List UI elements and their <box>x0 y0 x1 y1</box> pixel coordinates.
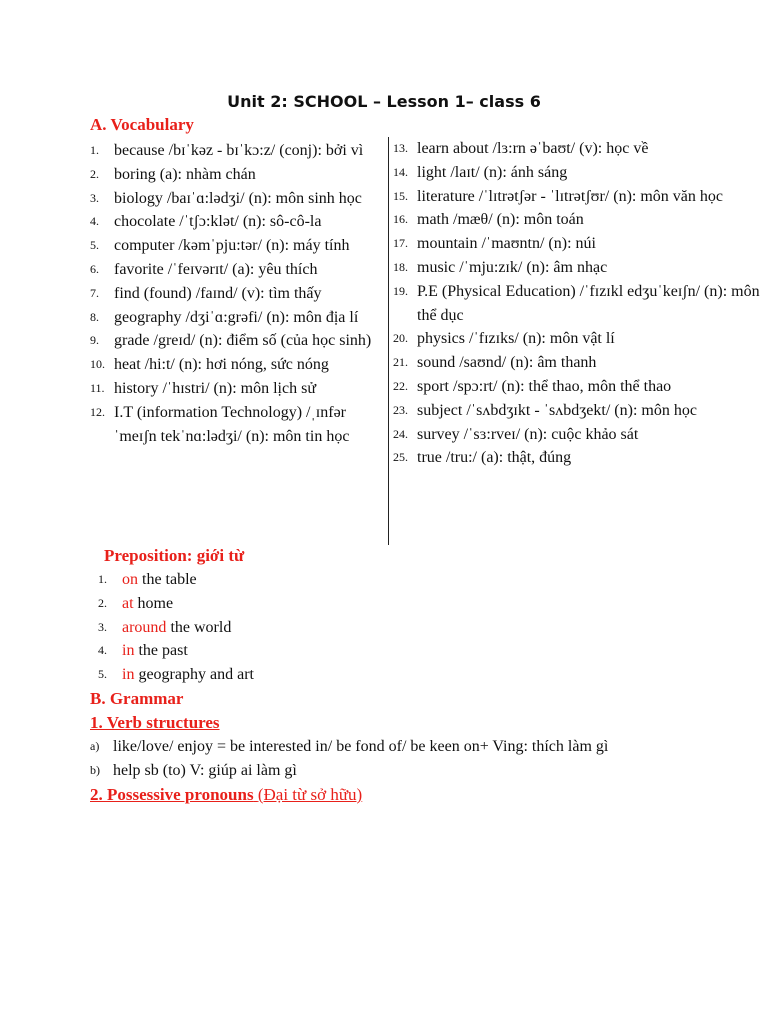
grammar-text: like/love/ enjoy = be interested in/ be fond of/ be keen on+ Ving: thích làm gì <box>113 738 609 755</box>
vocab-number: 6. <box>90 261 99 276</box>
vocab-item <box>393 280 768 328</box>
vocab-text: computer /kəmˈpju:tər/ (n): máy tính <box>114 237 350 255</box>
vocab-item <box>90 306 380 330</box>
vocab-number: 5. <box>90 238 99 253</box>
vocab-number: 16. <box>393 212 408 227</box>
vocabulary-heading: A. Vocabulary <box>90 115 194 134</box>
vocab-item <box>393 351 768 375</box>
vocab-item <box>393 185 768 209</box>
page-title: Unit 2: SCHOOL – Lesson 1– class 6 <box>227 92 541 111</box>
vocab-item <box>90 163 380 187</box>
vocab-item <box>393 327 768 351</box>
vocab-item <box>393 399 768 423</box>
preposition-phrase: the table <box>138 571 197 588</box>
preposition-word: on <box>122 571 138 588</box>
vocab-text: history /ˈhɪstri/ (n): môn lịch sử <box>114 379 316 397</box>
preposition-phrase: home <box>133 594 174 612</box>
vocab-text: favorite /ˈfeɪvərɪt/ (a): yêu thích <box>114 260 318 278</box>
preposition-list <box>98 568 498 687</box>
verb-structures-heading: 1. Verb structures <box>90 713 220 732</box>
vocab-number: 9. <box>90 333 99 348</box>
vocab-text: true /tru:/ (a): thật, đúng <box>417 449 572 467</box>
vocab-item <box>90 282 380 306</box>
vocab-item <box>393 137 768 161</box>
vocab-number: 7. <box>90 285 99 300</box>
vocab-text: I.T (information Technology) /ˌɪnfər ˈmeɪʃn tekˈnɑ:lədʒi/ (n): môn tin học <box>114 403 350 445</box>
preposition-item <box>98 568 498 592</box>
grammar-item <box>90 735 750 759</box>
vocab-number: 3. <box>90 190 99 205</box>
vocab-text: mountain /ˈmaʊntn/ (n): núi <box>417 235 596 253</box>
vocab-text: heat /hi:t/ (n): hơi nóng, sức nóng <box>114 356 329 374</box>
vocab-number: 8. <box>90 309 99 324</box>
vocab-text: biology /baɪˈɑ:lədʒi/ (n): môn sinh học <box>114 189 362 207</box>
vocab-number: 11. <box>90 380 105 395</box>
vocab-item <box>90 353 380 377</box>
vocab-item <box>393 446 768 470</box>
preposition-number: 1. <box>98 572 107 586</box>
preposition-number: 4. <box>98 643 107 658</box>
vocab-item <box>90 258 380 282</box>
vocab-number: 13. <box>393 141 408 155</box>
preposition-phrase: the world <box>166 618 232 636</box>
vocab-number: 4. <box>90 214 99 229</box>
grammar-heading: B. Grammar <box>90 689 184 708</box>
vocab-number: 18. <box>393 259 408 274</box>
preposition-word: in <box>122 642 135 660</box>
vocab-text: light /laɪt/ (n): ánh sáng <box>417 163 568 181</box>
vocab-item <box>90 377 380 401</box>
vocab-item <box>393 232 768 256</box>
vocab-item <box>90 329 380 353</box>
vocab-number: 23. <box>393 402 408 417</box>
vocab-number: 20. <box>393 331 408 346</box>
preposition-word: in <box>122 666 135 684</box>
vocab-item <box>393 256 768 280</box>
preposition-item <box>98 592 498 616</box>
grammar-label: a) <box>90 739 100 753</box>
grammar-item <box>90 759 750 783</box>
vocab-text: literature /ˈlɪtrətʃər - ˈlɪtrətʃʊr/ (n): môn văn học <box>417 187 723 205</box>
possessive-pronouns-heading <box>90 785 362 805</box>
vocab-number: 10. <box>90 357 105 372</box>
vocab-text: grade /greɪd/ (n): điểm số (của học sinh) <box>114 332 372 350</box>
verb-structures-list <box>90 735 750 783</box>
grammar-text: help sb (to) V: giúp ai làm gì <box>113 761 297 779</box>
vocab-number: 22. <box>393 378 408 393</box>
preposition-phrase: geography and art <box>134 666 254 684</box>
preposition-phrase: the past <box>134 642 188 660</box>
vocabulary-list-left <box>90 139 380 448</box>
preposition-number: 3. <box>98 619 107 634</box>
vocab-text: music /ˈmju:zɪk/ (n): âm nhạc <box>417 258 608 276</box>
vocab-text: physics /ˈfɪzɪks/ (n): môn vật lí <box>417 330 615 348</box>
vocab-text: survey /ˈsɜ:rveɪ/ (n): cuộc khảo sát <box>417 425 639 443</box>
vocab-text: learn about /lɜ:rn əˈbaʊt/ (v): học về <box>417 140 649 157</box>
preposition-item <box>98 663 498 687</box>
vocab-number: 12. <box>90 404 105 419</box>
possessive-note: (Đại từ sở hữu) <box>257 785 363 804</box>
vocab-item <box>90 234 380 258</box>
preposition-heading: Preposition: giới từ <box>104 546 245 565</box>
preposition-word: at <box>122 594 134 612</box>
vocab-number: 15. <box>393 188 408 203</box>
vocab-number: 19. <box>393 283 408 298</box>
possessive-title: 2. Possessive pronouns <box>90 785 254 804</box>
vocab-item <box>90 210 380 234</box>
vocab-item <box>90 139 380 163</box>
vocab-text: because /bɪˈkəz - bɪˈkɔ:z/ (conj): bởi vì <box>114 142 364 159</box>
preposition-word: around <box>122 618 167 636</box>
preposition-number: 2. <box>98 595 107 610</box>
vocab-text: subject /ˈsʌbdʒɪkt - ˈsʌbdʒekt/ (n): môn học <box>417 401 697 419</box>
vocab-text: chocolate /ˈtʃɔ:klət/ (n): sô-cô-la <box>114 213 322 231</box>
vocab-text: sport /spɔ:rt/ (n): thể thao, môn thể thao <box>417 377 672 395</box>
vocab-text: P.E (Physical Education) /ˈfɪzɪkl edʒuˈkeɪʃn/ (n): môn thể dục <box>417 282 760 324</box>
vocab-number: 17. <box>393 236 408 251</box>
vocab-item <box>90 401 380 449</box>
vocab-text: geography /dʒiˈɑ:grəfi/ (n): môn địa lí <box>114 308 359 326</box>
vocab-number: 24. <box>393 426 408 441</box>
vocab-text: find (found) /faɪnd/ (v): tìm thấy <box>114 284 322 302</box>
vocab-item <box>393 161 768 185</box>
vocab-text: math /mæθ/ (n): môn toán <box>417 211 584 229</box>
vocab-text: sound /saʊnd/ (n): âm thanh <box>417 354 597 372</box>
vocab-number: 21. <box>393 355 408 370</box>
preposition-number: 5. <box>98 667 107 682</box>
preposition-item <box>98 616 498 640</box>
vocab-number: 14. <box>393 164 408 179</box>
vocab-item <box>393 375 768 399</box>
vocabulary-list-right <box>393 137 768 470</box>
column-divider <box>388 137 389 545</box>
vocab-item <box>393 423 768 447</box>
vocab-number: 1. <box>90 143 99 157</box>
vocab-text: boring (a): nhàm chán <box>114 165 256 183</box>
vocab-number: 25. <box>393 450 408 465</box>
grammar-label: b) <box>90 762 100 777</box>
vocab-item <box>90 187 380 211</box>
preposition-item <box>98 639 498 663</box>
vocab-item <box>393 208 768 232</box>
vocab-number: 2. <box>90 166 99 181</box>
